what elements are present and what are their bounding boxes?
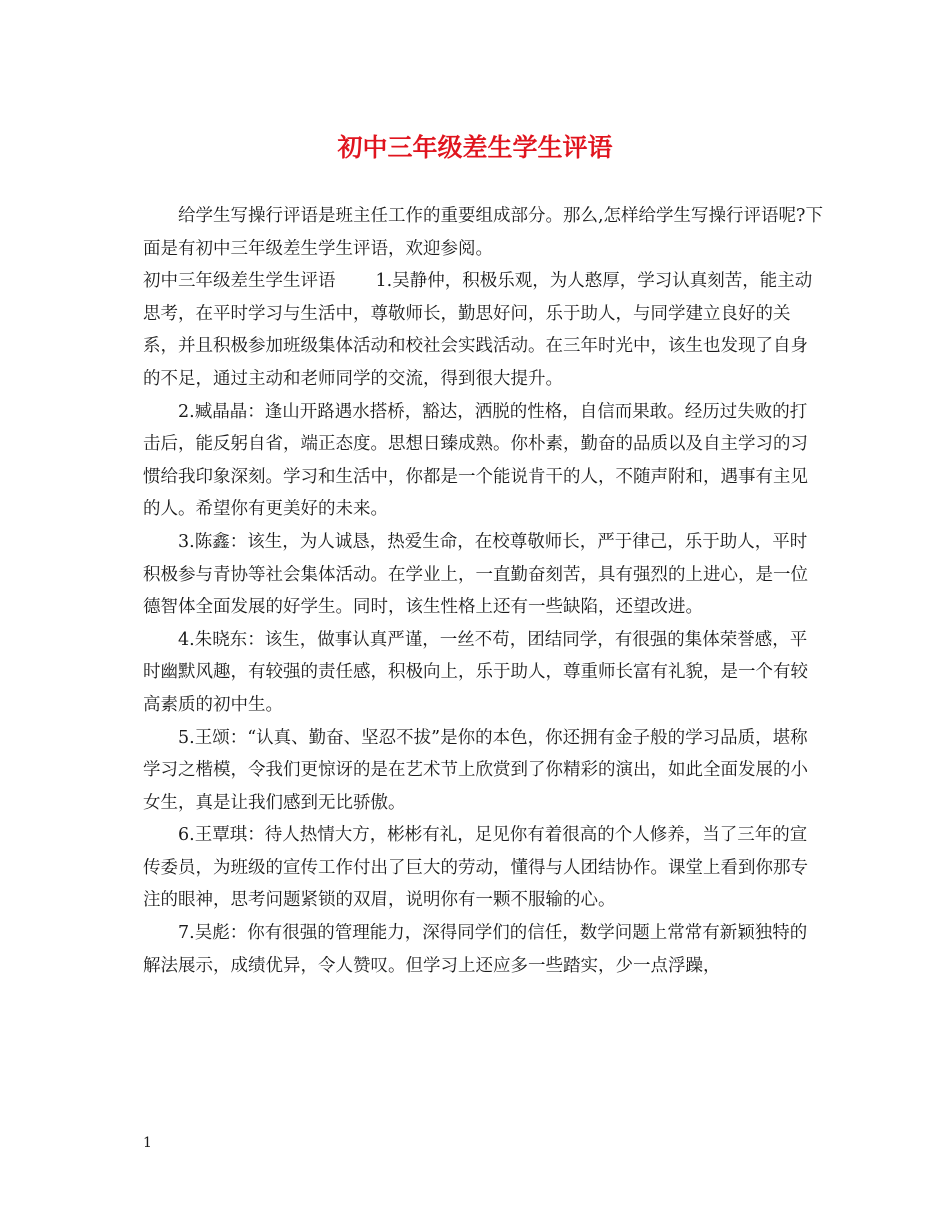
section-heading: 初中三年级差生学生评语 <box>143 271 336 292</box>
comment-paragraph <box>143 265 823 395</box>
comment-paragraph: 7.吴彪：你有很强的管理能力，深得同学们的信任，数学问题上常常有新颖独特的解法展示，成绩优异，令人赞叹。但学习上还应多一些踏实，少一点浮躁， <box>143 923 808 976</box>
document-body <box>143 200 823 982</box>
comment-paragraph: 2.臧晶晶：逢山开路遇水搭桥，豁达，洒脱的性格，自信而果敢。经历过失败的打击后，能反躬自省，端正态度。思想日臻成熟。你朴素，勤奋的品质以及自主学习的习惯给我印象深刻。学习和生活中，你都是一个能说肯干的人，不随声附和，遇事有主见的人。希望你有更美好的未来。 <box>143 401 808 520</box>
intro-paragraph: 给学生写操行评语是班主任工作的重要组成部分。那么,怎样给学生写操行评语呢?下面是有初中三年级差生学生评语，欢迎参阅。 <box>143 206 823 259</box>
comment-paragraph: 6.王覃琪：待人热情大方，彬彬有礼，足见你有着很高的个人修养，当了三年的宣传委员，为班级的宣传工作付出了巨大的劳动，懂得与人团结协作。课堂上看到你那专注的眼神，思考问题紧锁的双眉，说明你有一颗不服输的心。 <box>143 825 808 911</box>
page-number: 1 <box>143 1135 152 1151</box>
comment-paragraph: 3.陈鑫：该生，为人诚恳，热爱生命，在校尊敬师长，严于律己，乐于助人，平时积极参与青协等社会集体活动。在学业上，一直勤奋刻苦，具有强烈的上进心，是一位德智体全面发展的好学生。同时，该生性格上还有一些缺陷，还望改进。 <box>143 531 808 618</box>
comment-paragraph: 5.王颂：“认真、勤奋、坚忍不拔”是你的本色，你还拥有金子般的学习品质，堪称学习之楷模，令我们更惊讶的是在艺术节上欣赏到了你精彩的演出，如此全面发展的小女生，真是让我们感到无比骄傲。 <box>143 727 808 813</box>
comment-paragraph: 4.朱晓东：该生，做事认真严谨，一丝不苟，团结同学，有很强的集体荣誉感，平时幽默风趣，有较强的责任感，积极向上，乐于助人，尊重师长富有礼貌，是一个有较高素质的初中生。 <box>143 629 808 715</box>
comment-text: 1.吴静仲，积极乐观，为人憨厚，学习认真刻苦，能主动思考，在平时学习与生活中，尊敬师长，勤思好问，乐于助人，与同学建立良好的关系，并且积极参加班级集体活动和校社会实践活动。在三年时光中，该生也发现了自身的不足，通过主动和老师同学的交流，得到很大提升。 <box>143 271 813 389</box>
page-title: 初中三年级差生学生评语 <box>337 133 613 162</box>
